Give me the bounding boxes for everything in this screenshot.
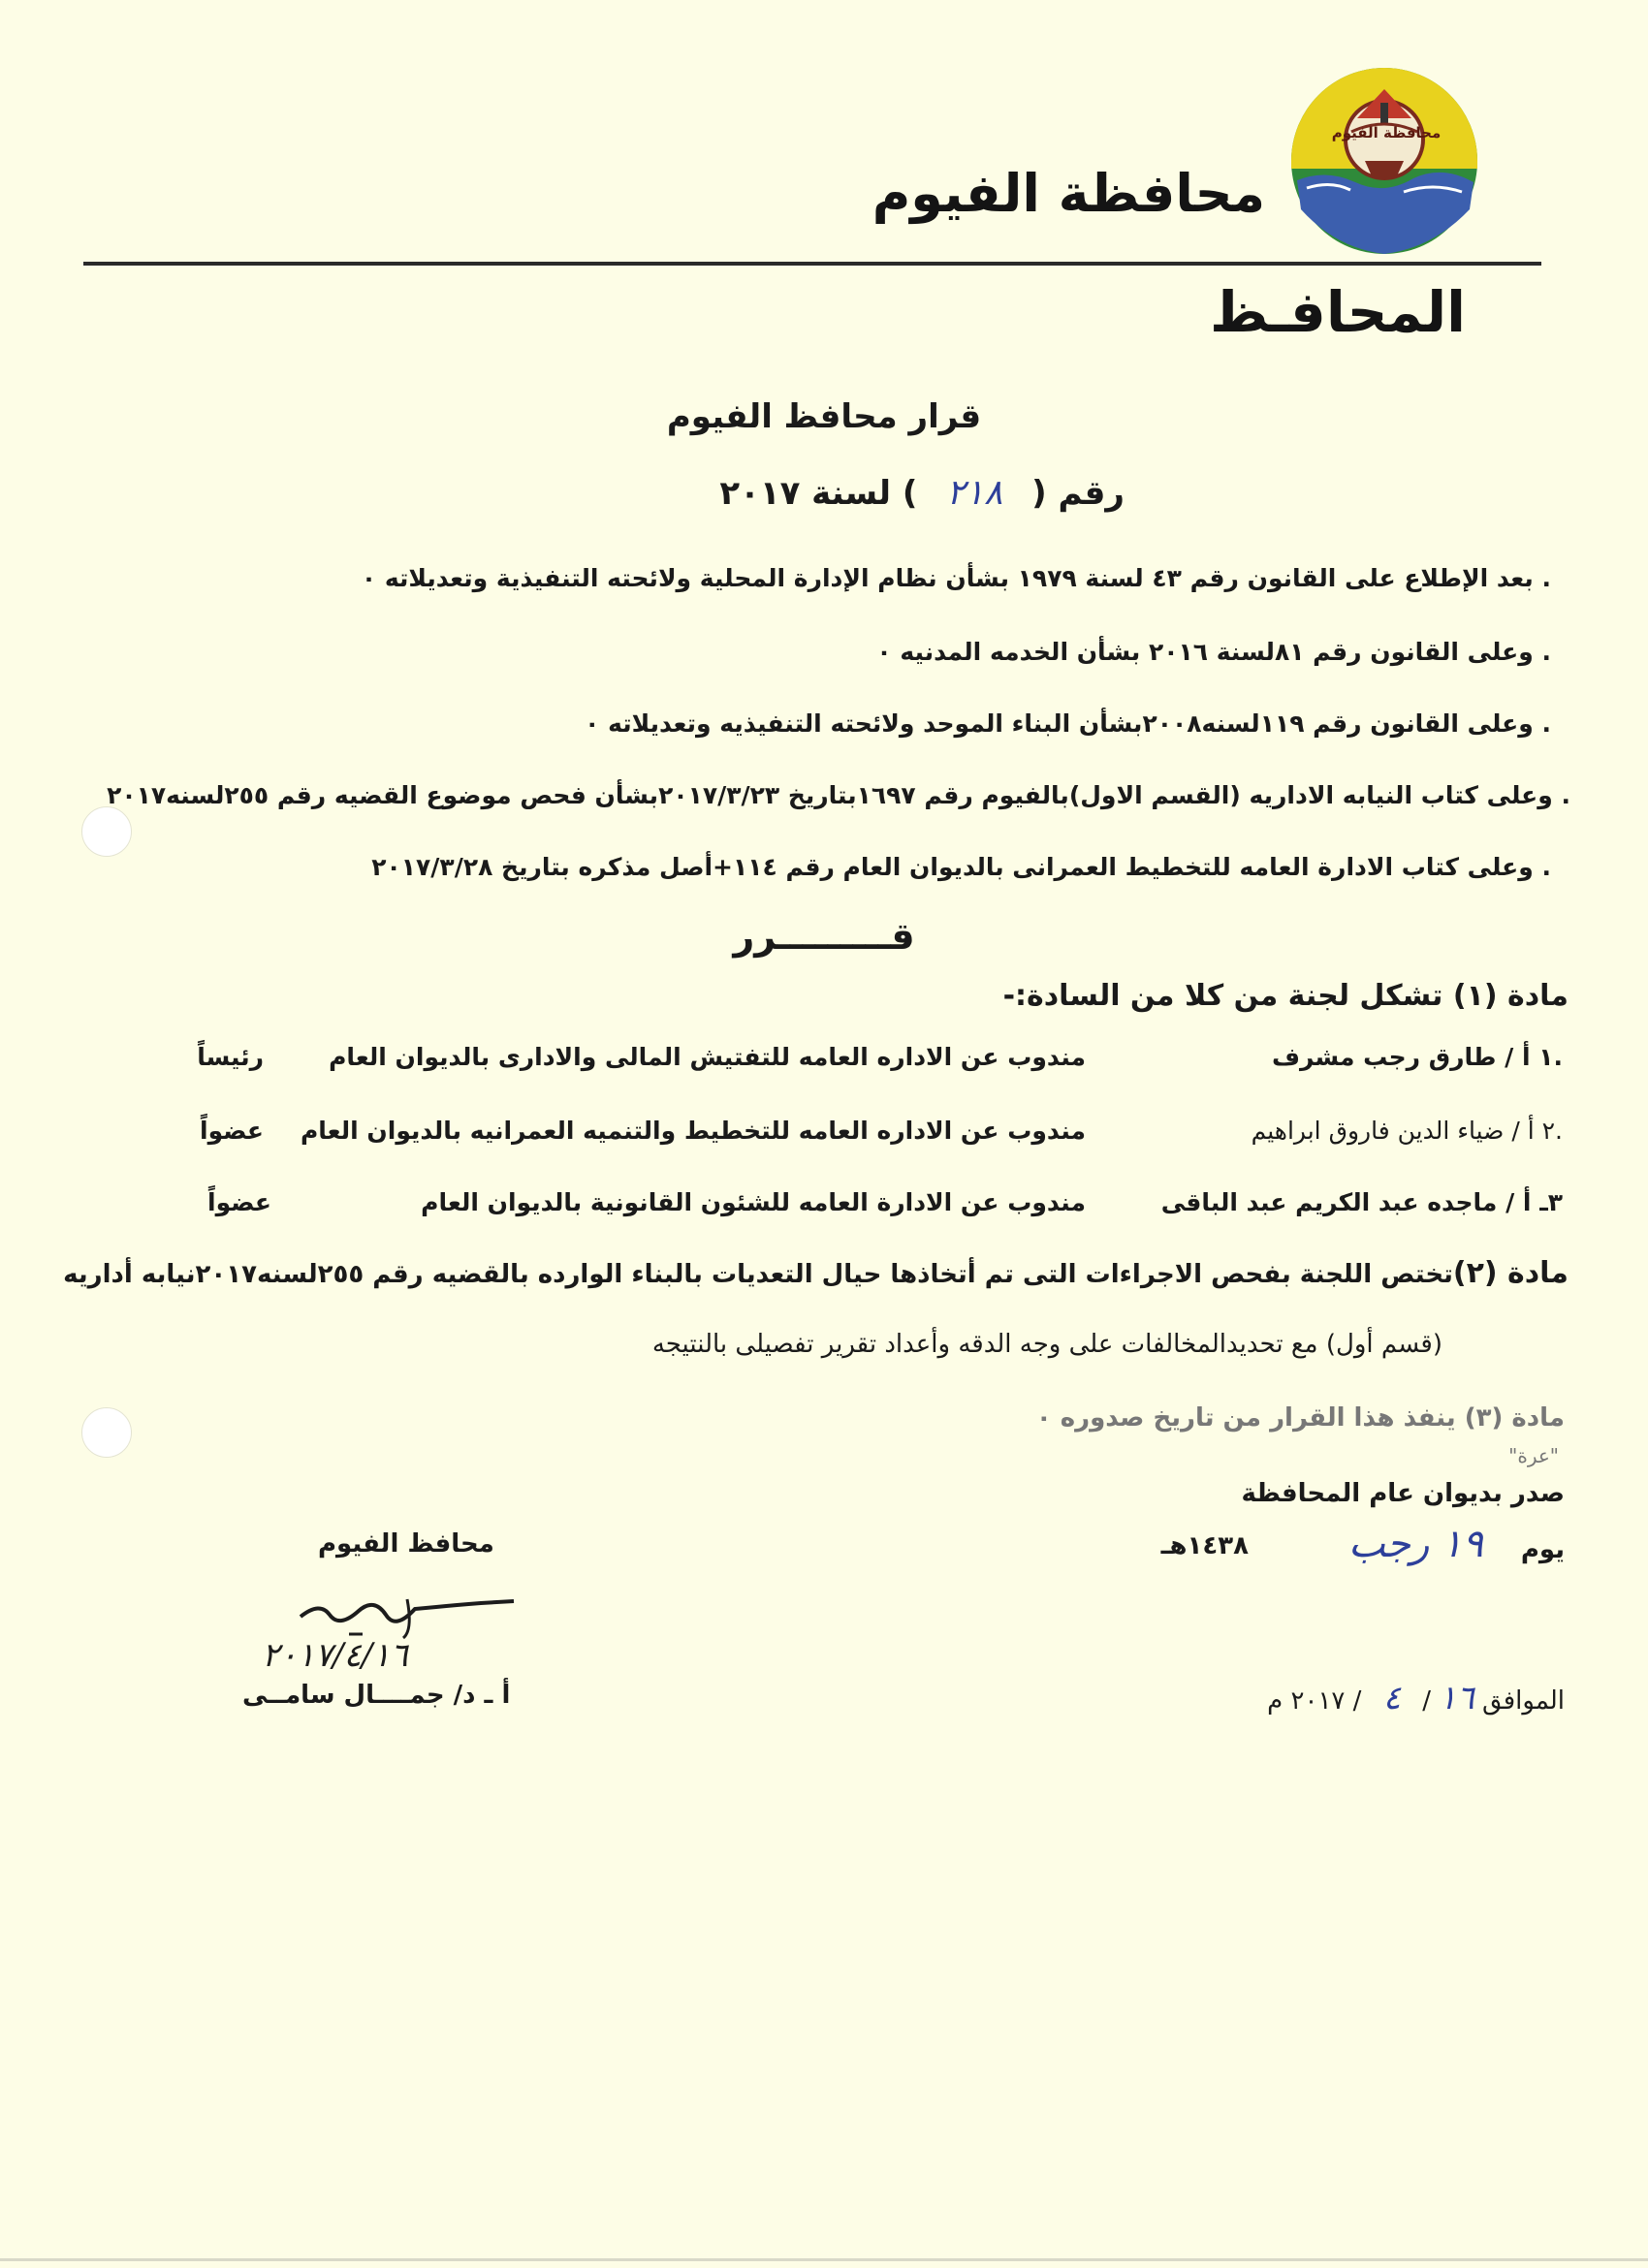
member-name <box>1252 1117 1563 1145</box>
greg-year: ٢٠١٧ م <box>1267 1686 1346 1716</box>
member-num: .١ <box>1538 1043 1563 1071</box>
issuance-hijri-year: ١٤٣٨هـ <box>1160 1531 1249 1560</box>
corresponding-label: الموافق <box>1482 1686 1565 1716</box>
member-name <box>1161 1188 1563 1216</box>
issuance-corresponding: الموافق ١٦ / ٤ / ٢٠١٧ م <box>1267 1679 1565 1717</box>
member-num: .٢ <box>1541 1117 1563 1145</box>
signature-title: محافظ الفيوم <box>318 1529 494 1559</box>
member-name-text: أ / طارق رجب مشرف <box>1271 1043 1531 1071</box>
governorate-name: محافظة الفيوم <box>872 163 1265 224</box>
signature-date: ٢٠١٧/٤/١٦ <box>262 1636 408 1675</box>
article2-line1 <box>63 1256 1569 1290</box>
issuance-day-label: يوم <box>1520 1535 1565 1564</box>
number-prefix: رقم ( <box>1031 474 1125 513</box>
preamble-line: . وعلى كتاب الادارة العامه للتخطيط العمرانى بالديوان العام رقم ١١٤+أصل مذكره بتاريخ ٢٠١٧/٣/٢٨ <box>371 853 1551 881</box>
article1-heading: مادة (١) تشكل لجنة من كلا من السادة:- <box>1002 979 1569 1013</box>
decision-heading: قـــــــــرر <box>733 915 915 958</box>
decision-number <box>719 473 1125 513</box>
member-desc: مندوب عن الاداره العامه للتفتيش المالى والادارى بالديوان العام <box>329 1043 1086 1071</box>
number-handwritten: ٢١٨ <box>946 473 1003 513</box>
signatory-name: أ ـ د/ جمــــال سامــى <box>242 1681 511 1710</box>
member-desc: مندوب عن الاداره العامه للتخطيط والتنميه العمرانيه بالديوان العام <box>300 1117 1086 1145</box>
greg-day: ١٦ <box>1439 1679 1474 1717</box>
member-name-text: أ / ضياء الدين فاروق ابراهيم <box>1251 1117 1535 1145</box>
member-num: ٣ـ <box>1539 1188 1563 1216</box>
page-edge <box>0 2258 1648 2261</box>
article2-label: مادة (٢) <box>1452 1256 1569 1290</box>
member-role: رئيساً <box>197 1043 264 1071</box>
member-name-text: أ / ماجده عبد الكريم عبد الباقى <box>1160 1188 1532 1216</box>
member-name <box>1272 1043 1563 1071</box>
member-role: عضواً <box>200 1117 264 1145</box>
number-suffix: ) لسنة ٢٠١٧ <box>719 474 918 513</box>
decision-title: قرار محافظ الفيوم <box>666 397 982 436</box>
member-role: عضواً <box>207 1188 271 1216</box>
greg-month: ٤ <box>1382 1679 1401 1717</box>
office-title: المحافـظ <box>1209 279 1466 345</box>
article2-line2: (قسم أول) مع تحديدالمخالفات على وجه الدقه وأعداد تقرير تفصيلى بالنتيجه <box>651 1330 1442 1359</box>
issuance-line: صدر بديوان عام المحافظة <box>1241 1479 1565 1508</box>
article2-text: تختص اللجنة بفحص الاجراءات التى تم أتخاذها حيال التعديات بالبناء الوارده بالقضيه رقم ٢٥٥لسنه٢٠١٧نيابه أداريه <box>63 1260 1453 1289</box>
preamble-line: . وعلى القانون رقم ٨١لسنة ٢٠١٦ بشأن الخدمه المدنيه ٠ <box>876 638 1551 666</box>
article3-mark: "عرة" <box>1508 1444 1559 1467</box>
issuance-day-handwritten: ١٩ رجب <box>1347 1522 1483 1566</box>
preamble-line: . بعد الإطلاع على القانون رقم ٤٣ لسنة ١٩٧٩ بشأن نظام الإدارة المحلية ولائحته التنفيذية وتعديلاته ٠ <box>361 564 1551 592</box>
punch-hole-top <box>81 806 132 857</box>
member-desc: مندوب عن الادارة العامه للشئون القانونية بالديوان العام <box>421 1188 1086 1216</box>
governorate-logo <box>1287 64 1481 258</box>
preamble-line: . وعلى كتاب النيابه الاداريه (القسم الاول)بالفيوم رقم ١٦٩٧بتاريخ ٢٠١٧/٣/٢٣بشأن فحص موضوع القضيه رقم ٢٥٥لسنه٢٠١٧ <box>107 781 1570 809</box>
logo-caption: محافظة الفيوم <box>1331 124 1442 142</box>
punch-hole-bottom <box>81 1407 132 1458</box>
article3-text: مادة (٣) ينفذ هذا القرار من تاريخ صدوره ٠ <box>1035 1403 1565 1433</box>
header-divider <box>83 262 1541 266</box>
preamble-line: . وعلى القانون رقم ١١٩لسنه٢٠٠٨بشأن البناء الموحد ولائحته التنفيذيه وتعديلاته ٠ <box>585 709 1551 738</box>
